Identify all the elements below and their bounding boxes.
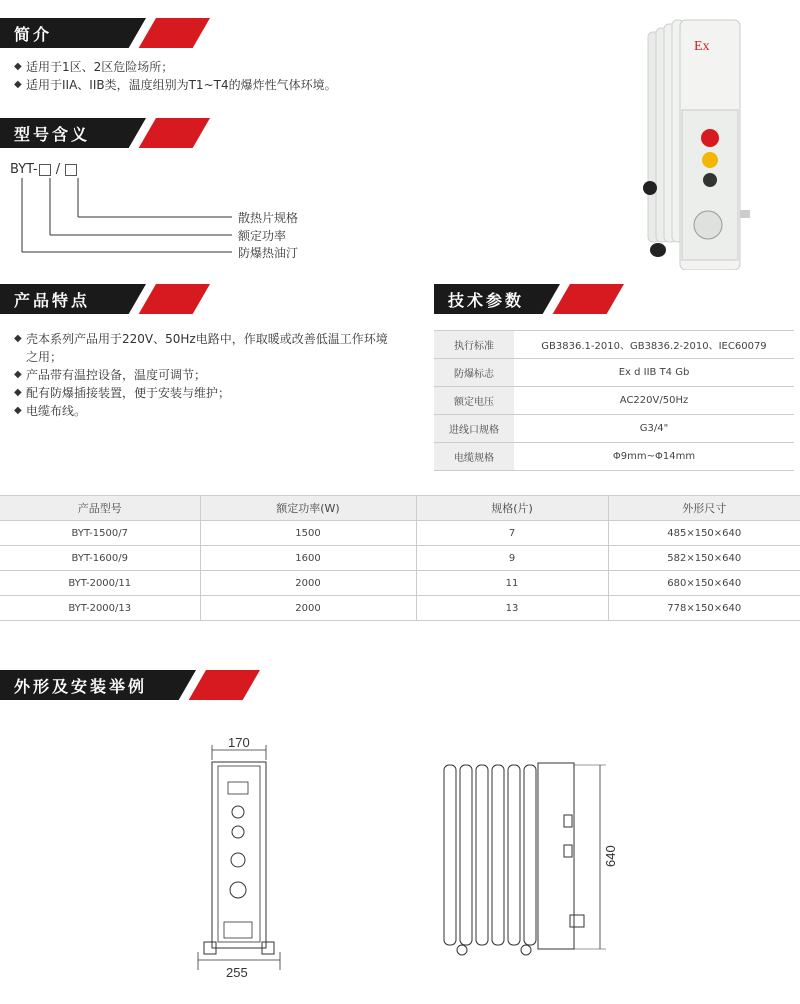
knob-icon xyxy=(703,173,717,187)
tech-params-table xyxy=(434,330,794,471)
section-title: 技术参数 xyxy=(448,291,525,310)
section-title: 型号含义 xyxy=(14,125,91,144)
product-photo xyxy=(630,10,790,270)
table-row: BYT-1500/7 1500 7 485×150×640 xyxy=(0,521,800,546)
table-row: BYT-1600/9 1600 9 582×150×640 xyxy=(0,546,800,571)
wheel-icon xyxy=(643,181,657,195)
list-item: ◆ 适用于IIA、IIB类，温度组别为T1~T4的爆炸性气体环境。 xyxy=(14,78,337,92)
model-label-fins: 散热片规格 xyxy=(238,211,299,225)
diamond-bullet-icon: ◆ xyxy=(14,79,22,90)
section-title: 简介 xyxy=(14,25,53,44)
dimension-height: 640 xyxy=(603,845,618,867)
diamond-bullet-icon: ◆ xyxy=(14,61,22,72)
radiator-fins xyxy=(648,20,684,242)
table-row: BYT-2000/13 2000 13 778×150×640 xyxy=(0,596,800,621)
section-header-features xyxy=(0,284,200,314)
features-list xyxy=(14,330,399,420)
model-code: BYT- / xyxy=(10,162,78,177)
section-title: 产品特点 xyxy=(14,291,91,310)
list-item: ◆ 适用于1区、2区危险场所； xyxy=(14,60,174,74)
section-header-install xyxy=(0,670,260,700)
yellow-indicator-icon xyxy=(702,152,718,168)
plug-socket-icon xyxy=(694,211,722,239)
side-view-drawing xyxy=(440,755,620,975)
diamond-bullet-icon: ◆ xyxy=(14,387,22,398)
list-item: ◆ 产品带有温控设备，温度可调节； xyxy=(14,368,207,382)
dimension-width-top: 170 xyxy=(228,735,250,750)
red-indicator-icon xyxy=(701,129,719,147)
table-row: 额定电压 AC220V/50Hz xyxy=(434,387,794,415)
diamond-bullet-icon: ◆ xyxy=(14,333,22,344)
list-item: ◆ 配有防爆插接装置，便于安装与维护； xyxy=(14,386,231,400)
model-label-type: 防爆热油汀 xyxy=(238,246,299,260)
list-item: ◆ 电缆布线。 xyxy=(14,404,87,418)
ex-mark: Ex xyxy=(694,39,710,54)
table-row: 防爆标志 Ex d IIB T4 Gb xyxy=(434,359,794,387)
model-label-power: 额定功率 xyxy=(238,229,287,243)
table-row: BYT-2000/11 2000 11 680×150×640 xyxy=(0,571,800,596)
section-header-tech xyxy=(434,284,634,314)
table-row: 执行标准 GB3836.1-2010、GB3836.2-2010、IEC60079 xyxy=(434,331,794,359)
wheel-icon xyxy=(650,243,666,257)
front-view-drawing xyxy=(190,730,290,980)
table-row: 进线口规格 G3/4" xyxy=(434,415,794,443)
dimension-width-bottom: 255 xyxy=(226,965,248,980)
table-row: 电缆规格 Φ9mm~Φ14mm xyxy=(434,443,794,471)
section-title: 外形及安装举例 xyxy=(14,677,148,696)
list-item: ◆ 壳本系列产品用于220V、50Hz电路中，作取暖或改善低温工作环境之用； xyxy=(14,332,388,364)
diamond-bullet-icon: ◆ xyxy=(14,405,22,416)
diamond-bullet-icon: ◆ xyxy=(14,369,22,380)
product-table xyxy=(0,495,800,621)
fin-outlines xyxy=(444,765,536,945)
table-header-row: 产品型号 额定功率(W) 规格(片) 外形尺寸 xyxy=(0,496,800,521)
